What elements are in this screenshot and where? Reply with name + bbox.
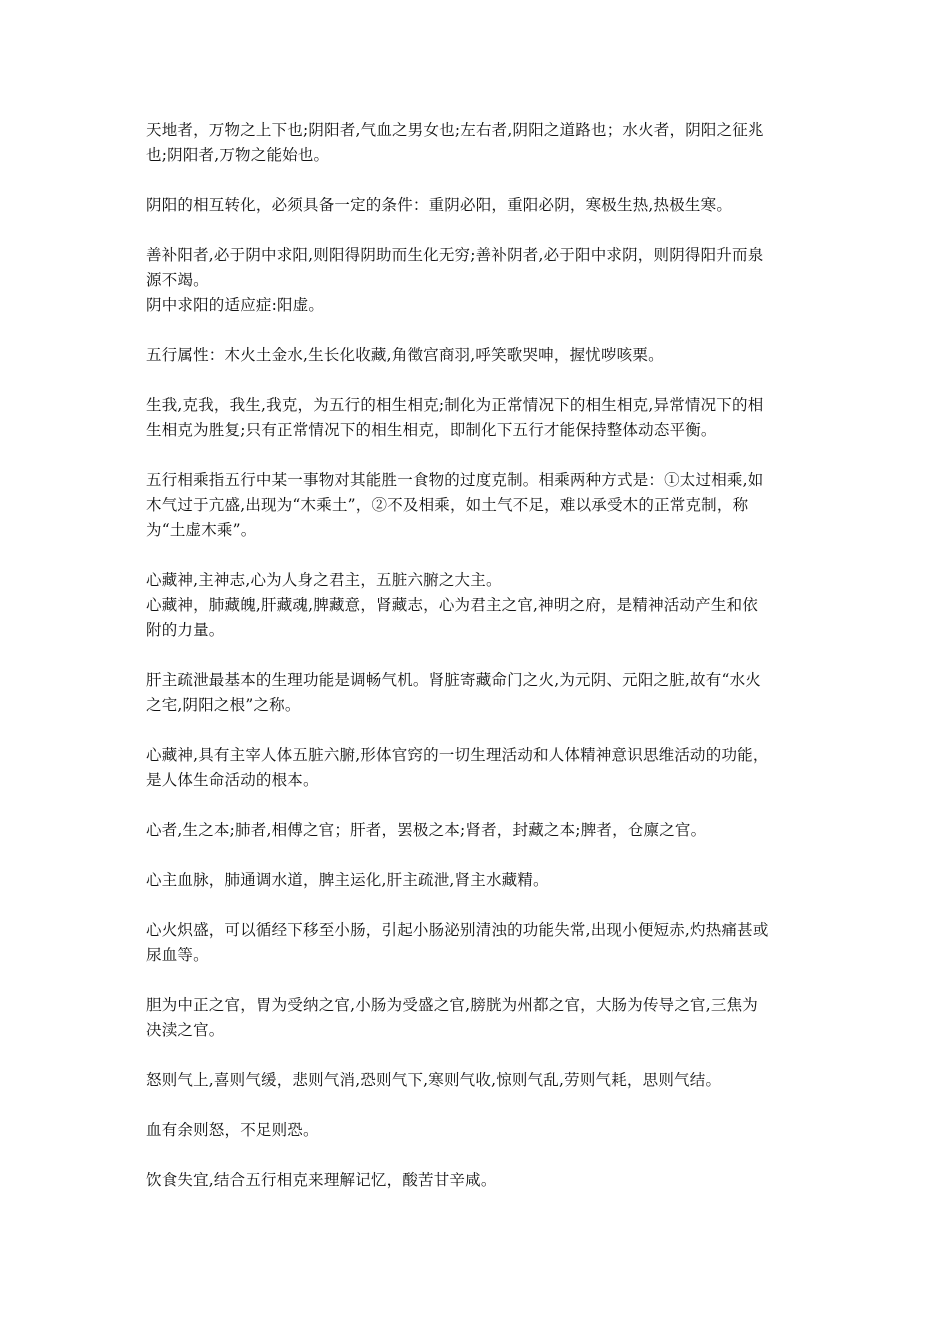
text-line: 木气过于亢盛,出现为“木乘土”，②不及相乘，如土气不足，难以承受木的正常克制，称 [146, 496, 749, 514]
text-line: 胆为中正之官，胃为受纳之官,小肠为受盛之官,膀胱为州都之官，大肠为传导之官,三焦为 [146, 996, 758, 1014]
text-line: 五行相乘指五行中某一事物对其能胜一食物的过度克制。相乘两种方式是：①太过相乘,如 [146, 471, 764, 489]
text-line: 心藏神,具有主宰人体五脏六腑,形体官窍的一切生理活动和人体精神意识思维活动的功能， [146, 746, 769, 764]
text-line: 生相克为胜复;只有正常情况下的相生相克，即制化下五行才能保持整体动态平衡。 [146, 421, 717, 439]
text-line: 心藏神，肺藏魄,肝藏魂,脾藏意，肾藏志，心为君主之官,神明之府，是精神活动产生和依 [146, 596, 758, 614]
paragraph [146, 593, 808, 643]
text-line: 生我,克我，我生,我克，为五行的相生相克;制化为正常情况下的相生相克,异常情况下的相 [146, 396, 764, 414]
paragraph [146, 1068, 808, 1093]
paragraph [146, 668, 808, 718]
paragraph [146, 743, 808, 793]
document-body [146, 118, 808, 1218]
paragraph [146, 918, 808, 968]
text-line: 源不竭。 [146, 271, 209, 289]
text-line: 附的力量。 [146, 621, 225, 639]
text-line: 之宅,阴阳之根”之称。 [146, 696, 301, 714]
paragraph [146, 568, 808, 593]
text-line: 心火炽盛，可以循经下移至小肠，引起小肠泌别清浊的功能失常,出现小便短赤,灼热痛甚或 [146, 921, 769, 939]
text-line: 心者,生之本;肺者,相傅之官；肝者，罢极之本;肾者，封藏之本;脾者，仓廪之官。 [146, 821, 707, 839]
text-line: 为“土虚木乘”。 [146, 521, 257, 539]
paragraph [146, 343, 808, 368]
text-line: 五行属性：木火土金水,生长化收藏,角徵宫商羽,呼笑歌哭呻，握忧哕咳栗。 [146, 346, 664, 364]
paragraph [146, 393, 808, 443]
text-line: 肝主疏泄最基本的生理功能是调畅气机。肾脏寄藏命门之火,为元阴、元阳之脏,故有“水火 [146, 671, 761, 689]
paragraph [146, 1118, 808, 1143]
paragraph [146, 993, 808, 1043]
paragraph [146, 243, 808, 293]
text-line: 心主血脉，肺通调水道，脾主运化,肝主疏泄,肾主水藏精。 [146, 871, 549, 889]
text-line: 怒则气上,喜则气缓，悲则气消,恐则气下,寒则气收,惊则气乱,劳则气耗，思则气结。 [146, 1071, 722, 1089]
text-line: 是人体生命活动的根本。 [146, 771, 319, 789]
text-line: 善补阳者,必于阴中求阳,则阳得阴助而生化无穷;善补阴者,必于阳中求阴，则阴得阳升而泉 [146, 246, 764, 264]
paragraph [146, 818, 808, 843]
paragraph [146, 193, 808, 218]
text-line: 天地者，万物之上下也;阴阳者,气血之男女也;左右者,阴阳之道路也；水火者，阴阳之征兆 [146, 121, 764, 139]
text-line: 阴阳的相互转化，必须具备一定的条件：重阴必阳，重阳必阴，寒极生热,热极生寒。 [146, 196, 733, 214]
text-line: 饮食失宜,结合五行相克来理解记忆，酸苦甘辛咸。 [146, 1171, 497, 1189]
text-line: 血有余则怒，不足则恐。 [146, 1121, 319, 1139]
text-line: 也;阴阳者,万物之能始也。 [146, 146, 330, 164]
paragraph [146, 468, 808, 543]
text-line: 决渎之官。 [146, 1021, 225, 1039]
paragraph [146, 118, 808, 168]
text-line: 阴中求阳的适应症:阳虚。 [146, 296, 325, 314]
paragraph [146, 293, 808, 318]
text-line: 尿血等。 [146, 946, 209, 964]
text-line: 心藏神,主神志,心为人身之君主，五脏六腑之大主。 [146, 571, 502, 589]
paragraph [146, 868, 808, 893]
paragraph [146, 1168, 808, 1193]
